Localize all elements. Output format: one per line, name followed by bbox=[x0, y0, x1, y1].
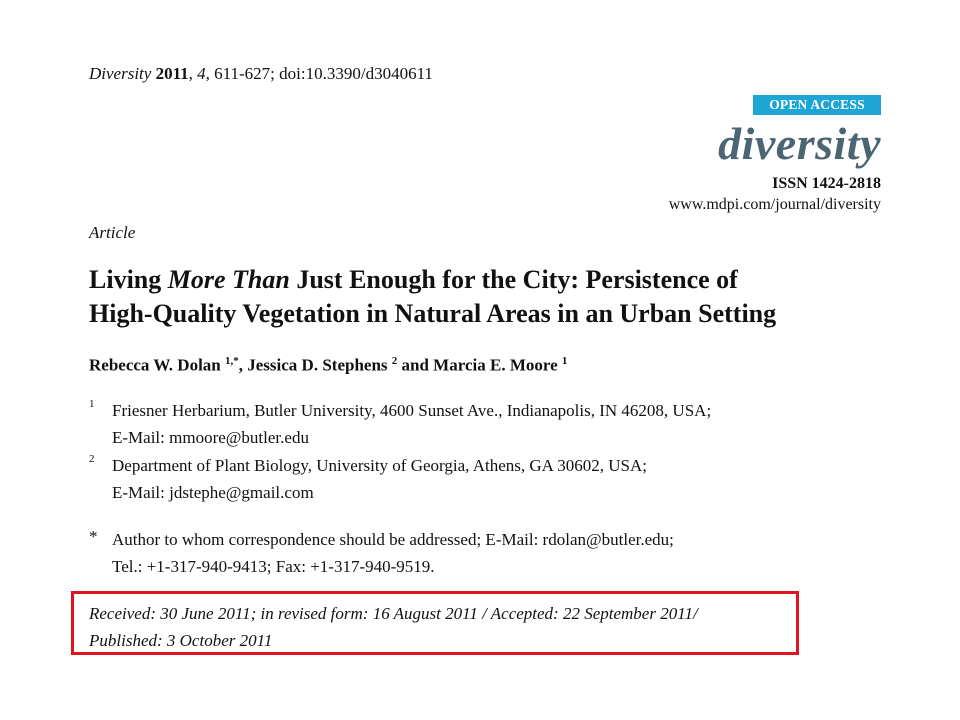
publication-history bbox=[89, 600, 698, 654]
citation-line: Diversity 2011, 4, 611-627; doi:10.3390/d3040611 bbox=[89, 64, 433, 83]
title-text: Just Enough for the City: Persistence of bbox=[289, 265, 738, 294]
citation-volume: 4 bbox=[197, 64, 206, 83]
article-type: Article bbox=[89, 223, 136, 242]
affiliation-email: E-Mail: jdstephe@gmail.com bbox=[112, 483, 314, 502]
affiliation-1 bbox=[112, 397, 711, 451]
journal-url: www.mdpi.com/journal/diversity bbox=[668, 196, 881, 213]
affiliation-address: Friesner Herbarium, Butler University, 4600 Sunset Ave., Indianapolis, IN 46208, USA; bbox=[112, 401, 712, 420]
author-name: and Marcia E. Moore bbox=[397, 355, 558, 375]
affiliation-email: E-Mail: mmoore@butler.edu bbox=[112, 428, 309, 447]
correspondence-mark: * bbox=[89, 527, 98, 546]
correspondence-phone: Tel.: +1-317-940-9413; Fax: +1-317-940-9519. bbox=[112, 557, 435, 576]
affiliation-mark: 2 bbox=[89, 453, 95, 465]
author-list bbox=[89, 355, 567, 376]
open-access-badge: OPEN ACCESS bbox=[753, 95, 881, 115]
citation-pages-doi: , 611-627; doi:10.3390/d3040611 bbox=[205, 64, 433, 83]
history-published: Published: 3 October 2011 bbox=[89, 631, 273, 650]
title-italic-text: More Than bbox=[167, 265, 290, 294]
citation-journal: Diversity bbox=[89, 64, 152, 83]
journal-logo: diversity bbox=[718, 118, 881, 169]
affiliation-2 bbox=[112, 452, 647, 506]
author-affiliation-mark: 2 bbox=[391, 355, 398, 367]
title-text: Living bbox=[89, 265, 168, 294]
journal-issn: ISSN 1424-2818 bbox=[772, 175, 881, 192]
paper-title bbox=[89, 263, 776, 331]
author-name: Rebecca W. Dolan bbox=[89, 355, 221, 375]
history-received-accepted: Received: 30 June 2011; in revised form: 16 August 2011 / Accepted: 22 September 2011/ bbox=[89, 604, 698, 623]
correspondence bbox=[112, 526, 674, 580]
correspondence-email: Author to whom correspondence should be addressed; E-Mail: rdolan@butler.edu; bbox=[112, 530, 674, 549]
author-name: , Jessica D. Stephens bbox=[238, 355, 388, 375]
author-affiliation-mark: 1,* bbox=[225, 355, 239, 367]
citation-year: 2011 bbox=[155, 64, 189, 83]
title-line-2: High-Quality Vegetation in Natural Areas in an Urban Setting bbox=[89, 299, 777, 328]
author-affiliation-mark: 1 bbox=[561, 355, 568, 367]
affiliation-mark: 1 bbox=[89, 398, 95, 410]
title-line-1 bbox=[89, 263, 776, 297]
affiliation-address: Department of Plant Biology, University of Georgia, Athens, GA 30602, USA; bbox=[112, 456, 647, 475]
